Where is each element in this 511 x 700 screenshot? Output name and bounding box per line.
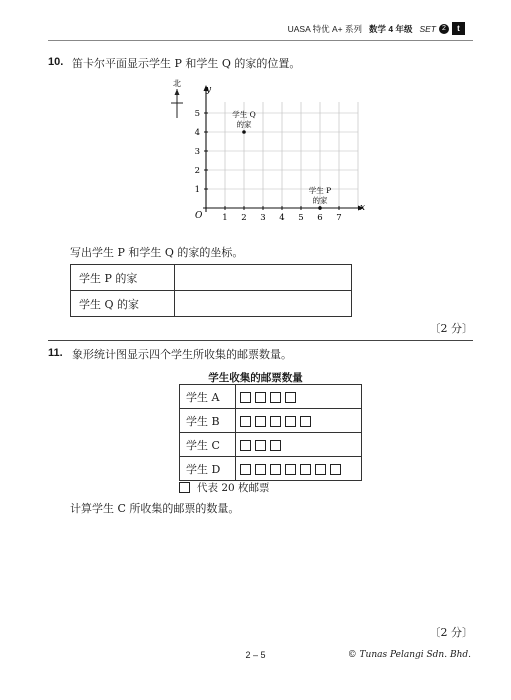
question-11-marks: 〔2 分〕 [429, 626, 473, 639]
question-11-number: 11. [48, 347, 63, 359]
question-11-prompt: 象形统计图显示四个学生所收集的邮票数量。 [72, 348, 292, 361]
stamp-square-icon [270, 416, 281, 427]
stamp-squares-b [236, 409, 362, 433]
header-divider [48, 40, 473, 41]
stamp-square-icon [240, 440, 251, 451]
stamp-square-icon [285, 464, 296, 475]
stamp-square-icon [270, 440, 281, 451]
stamp-squares-d [236, 457, 362, 481]
stamp-square-icon [240, 416, 251, 427]
table-row [71, 265, 352, 291]
student-label-b: 学生 B [180, 409, 236, 433]
stamp-square-icon [330, 464, 341, 475]
stamp-squares-a [236, 385, 362, 409]
stamp-square-icon [300, 464, 311, 475]
pictograph-title: 学生收集的邮票数量 [208, 372, 303, 384]
stamp-square-icon [285, 392, 296, 403]
point-p-label-2: 的家 [312, 196, 328, 205]
set-label: SET [419, 23, 436, 34]
y-tick-label: 2 [194, 166, 200, 176]
answer-cell-q[interactable] [175, 291, 352, 317]
pictograph-key [179, 480, 270, 495]
copyright: © Tunas Pelangi Sdn. Bhd. [347, 650, 471, 660]
stamp-square-icon [255, 464, 266, 475]
question-10-number: 10. [48, 56, 64, 68]
row-label-p: 学生 P 的家 [71, 265, 175, 291]
table-row [71, 291, 352, 317]
series-title: UASA 特优 A+ 系列 [287, 23, 363, 34]
stamp-squares-c [236, 433, 362, 457]
set-number-badge: 2 [439, 24, 449, 34]
stamp-square-icon [255, 392, 266, 403]
point-q-marker [242, 130, 246, 134]
x-tick-label: 2 [241, 213, 247, 223]
question-10-prompt: 笛卡尔平面显示学生 P 和学生 Q 的家的位置。 [72, 57, 301, 70]
axes [203, 85, 364, 212]
point-q-label-2: 的家 [236, 120, 252, 129]
question-10-subprompt: 写出学生 P 和学生 Q 的家的坐标。 [70, 246, 244, 259]
pictograph-table [179, 384, 362, 481]
subject-grade: 数学 4 年级 [369, 23, 413, 34]
page-number: 2 – 5 [245, 650, 266, 660]
question-11-subprompt: 计算学生 C 所收集的邮票的数量。 [70, 502, 240, 515]
table-row [180, 457, 362, 481]
stamp-square-icon [270, 464, 281, 475]
page-header [288, 22, 465, 35]
point-q-label-1: 学生 Q [232, 110, 256, 119]
north-arrow-icon [171, 89, 183, 118]
student-label-c: 学生 C [180, 433, 236, 457]
origin-label: O [195, 211, 203, 221]
point-p-label-1: 学生 P [308, 186, 332, 195]
stamp-square-icon [300, 416, 311, 427]
north-label: 北 [173, 79, 181, 88]
x-tick-label: 6 [317, 213, 323, 223]
point-p-marker [318, 206, 322, 210]
key-text: 代表 20 枚邮票 [197, 482, 270, 494]
publisher-logo: t [452, 22, 465, 35]
x-tick-label: 4 [279, 213, 285, 223]
y-tick-label: 3 [194, 147, 200, 157]
stamp-square-icon [285, 416, 296, 427]
y-tick-label: 1 [194, 185, 200, 195]
question-10-marks: 〔2 分〕 [429, 322, 473, 335]
stamp-square-icon [255, 416, 266, 427]
stamp-square-icon [315, 464, 326, 475]
stamp-square-icon [179, 482, 190, 493]
stamp-square-icon [240, 392, 251, 403]
x-tick-label: 7 [336, 213, 342, 223]
table-row [180, 433, 362, 457]
question-divider [48, 340, 473, 341]
student-label-a: 学生 A [180, 385, 236, 409]
y-tick-label: 4 [194, 128, 200, 138]
stamp-square-icon [240, 464, 251, 475]
row-label-q: 学生 Q 的家 [71, 291, 175, 317]
cartesian-plane [160, 76, 375, 236]
answer-cell-p[interactable] [175, 265, 352, 291]
y-tick-label: 5 [194, 109, 200, 119]
x-tick-label: 1 [222, 213, 228, 223]
table-row [180, 385, 362, 409]
stamp-square-icon [255, 440, 266, 451]
x-axis-label: x [360, 203, 366, 213]
x-tick-label: 5 [298, 213, 304, 223]
stamp-square-icon [270, 392, 281, 403]
student-label-d: 学生 D [180, 457, 236, 481]
coordinates-answer-table [70, 264, 352, 317]
table-row [180, 409, 362, 433]
y-axis-label: y [206, 85, 212, 95]
grid [206, 102, 358, 208]
x-tick-label: 3 [260, 213, 266, 223]
